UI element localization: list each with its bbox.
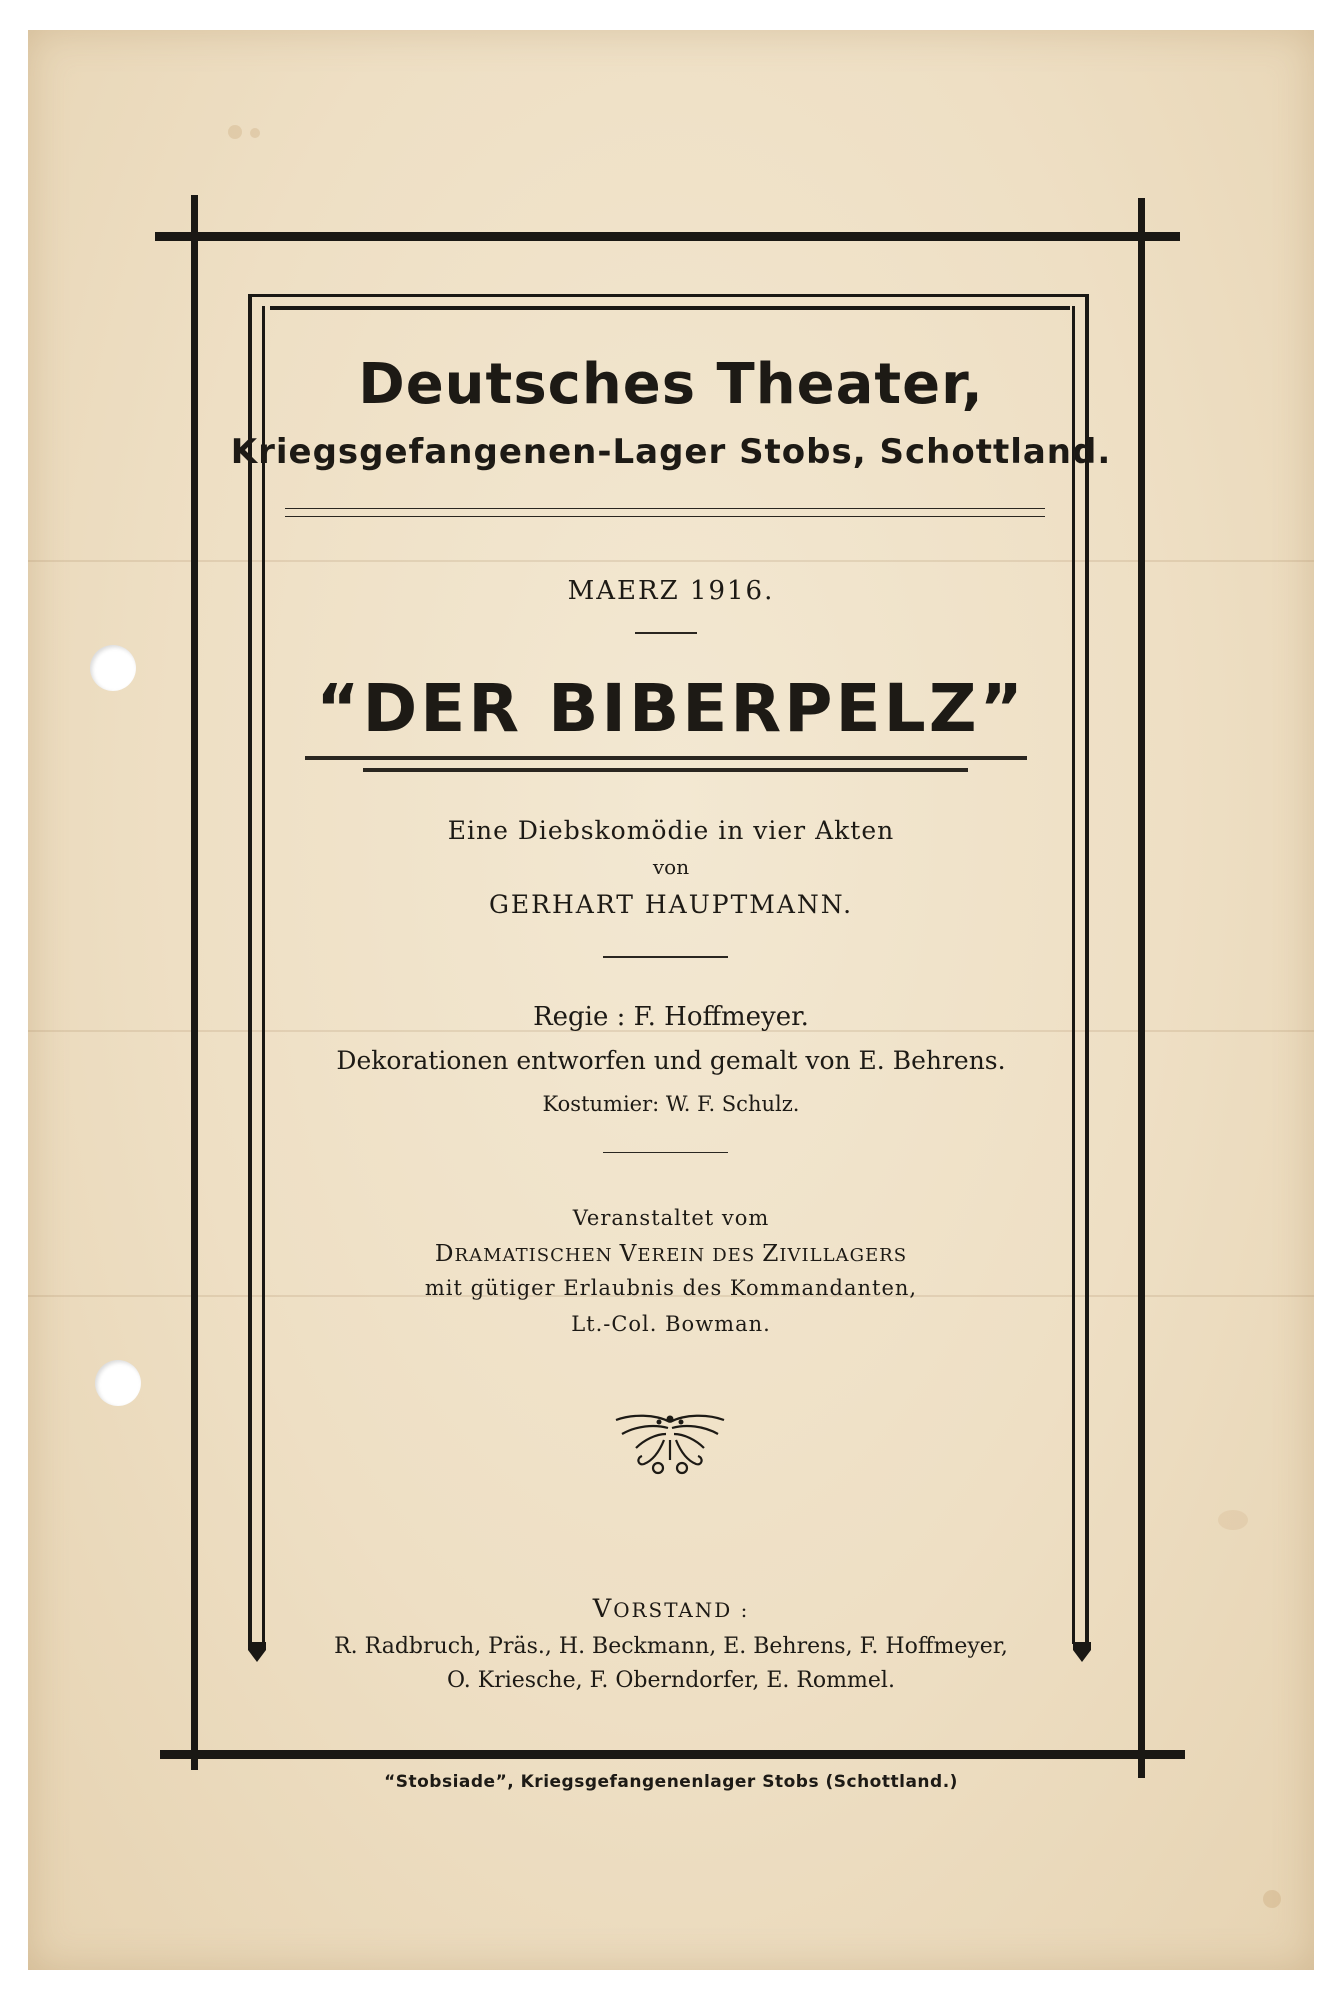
von-label: von	[652, 855, 690, 879]
header-rule	[285, 516, 1045, 517]
short-rule	[635, 632, 697, 634]
organizer-intro: Veranstaltet vom	[572, 1206, 770, 1230]
header-rule	[285, 508, 1045, 509]
stain	[1263, 1890, 1281, 1908]
section-rule	[603, 1152, 728, 1153]
ornament-icon	[610, 1410, 730, 1480]
play-title-underline	[305, 756, 1027, 760]
play-description: Eine Diebskomödie in vier Akten	[447, 816, 895, 845]
organizer-word-2: EREIN	[637, 1245, 706, 1266]
organizer-word-1-initial: D	[434, 1240, 455, 1267]
organizer-word-3: DES	[712, 1245, 756, 1266]
footer-imprint: “Stobsiade”, Kriegsgefangenenlager Stobs (Schottland.)	[384, 1772, 958, 1792]
organizer-name	[0, 1240, 1342, 1267]
play-title-underline-second	[363, 768, 968, 772]
stain	[250, 128, 260, 138]
play-title: “DER BIBERPELZ”	[316, 670, 1026, 747]
inner-frame-top-second	[270, 306, 1070, 310]
organizer-word-1: RAMATISCHEN	[454, 1245, 613, 1266]
theater-title: Deutsches Theater,	[358, 352, 984, 417]
board-heading	[0, 1594, 1342, 1624]
outer-frame-top	[155, 232, 1180, 241]
stain	[1218, 1510, 1248, 1530]
board-members-line-2: O. Kriesche, F. Oberndorfer, E. Rommel.	[447, 1668, 895, 1693]
inner-frame-left-second	[262, 306, 265, 1644]
author-name: GERHART HAUPTMANN.	[488, 890, 854, 919]
stain	[228, 125, 242, 139]
board-heading-initial: V	[592, 1594, 614, 1624]
punch-hole	[95, 1360, 141, 1406]
outer-frame-bottom	[160, 1750, 1185, 1759]
inner-frame-top	[248, 294, 1088, 297]
date: MAERZ 1916.	[567, 576, 775, 606]
commandant-name: Lt.-Col. Bowman.	[571, 1312, 771, 1336]
decoration-credit: Dekorationen entworfen und gemalt von E. Behrens.	[336, 1046, 1006, 1075]
theater-subtitle: Kriegsgefangenen-Lager Stobs, Schottland.	[230, 432, 1112, 472]
inner-frame-left	[248, 294, 252, 1644]
organizer-word-4: IVILLAGERS	[779, 1245, 908, 1266]
organizer-word-2-initial: V	[619, 1240, 638, 1267]
organizer-word-4-initial: Z	[762, 1240, 780, 1267]
board-heading-rest: ORSTAND :	[613, 1598, 750, 1622]
section-rule	[603, 956, 728, 958]
director-credit: Regie : F. Hoffmeyer.	[533, 1002, 809, 1032]
permission-note: mit gütiger Erlaubnis des Kommandanten,	[424, 1276, 918, 1300]
inner-frame-right	[1085, 294, 1089, 1644]
costume-credit: Kostumier: W. F. Schulz.	[542, 1092, 800, 1116]
board-members-line-1: R. Radbruch, Präs., H. Beckmann, E. Behrens, F. Hoffmeyer,	[334, 1634, 1008, 1659]
fold-crease	[28, 560, 1314, 562]
inner-frame-right-second	[1072, 306, 1075, 1644]
